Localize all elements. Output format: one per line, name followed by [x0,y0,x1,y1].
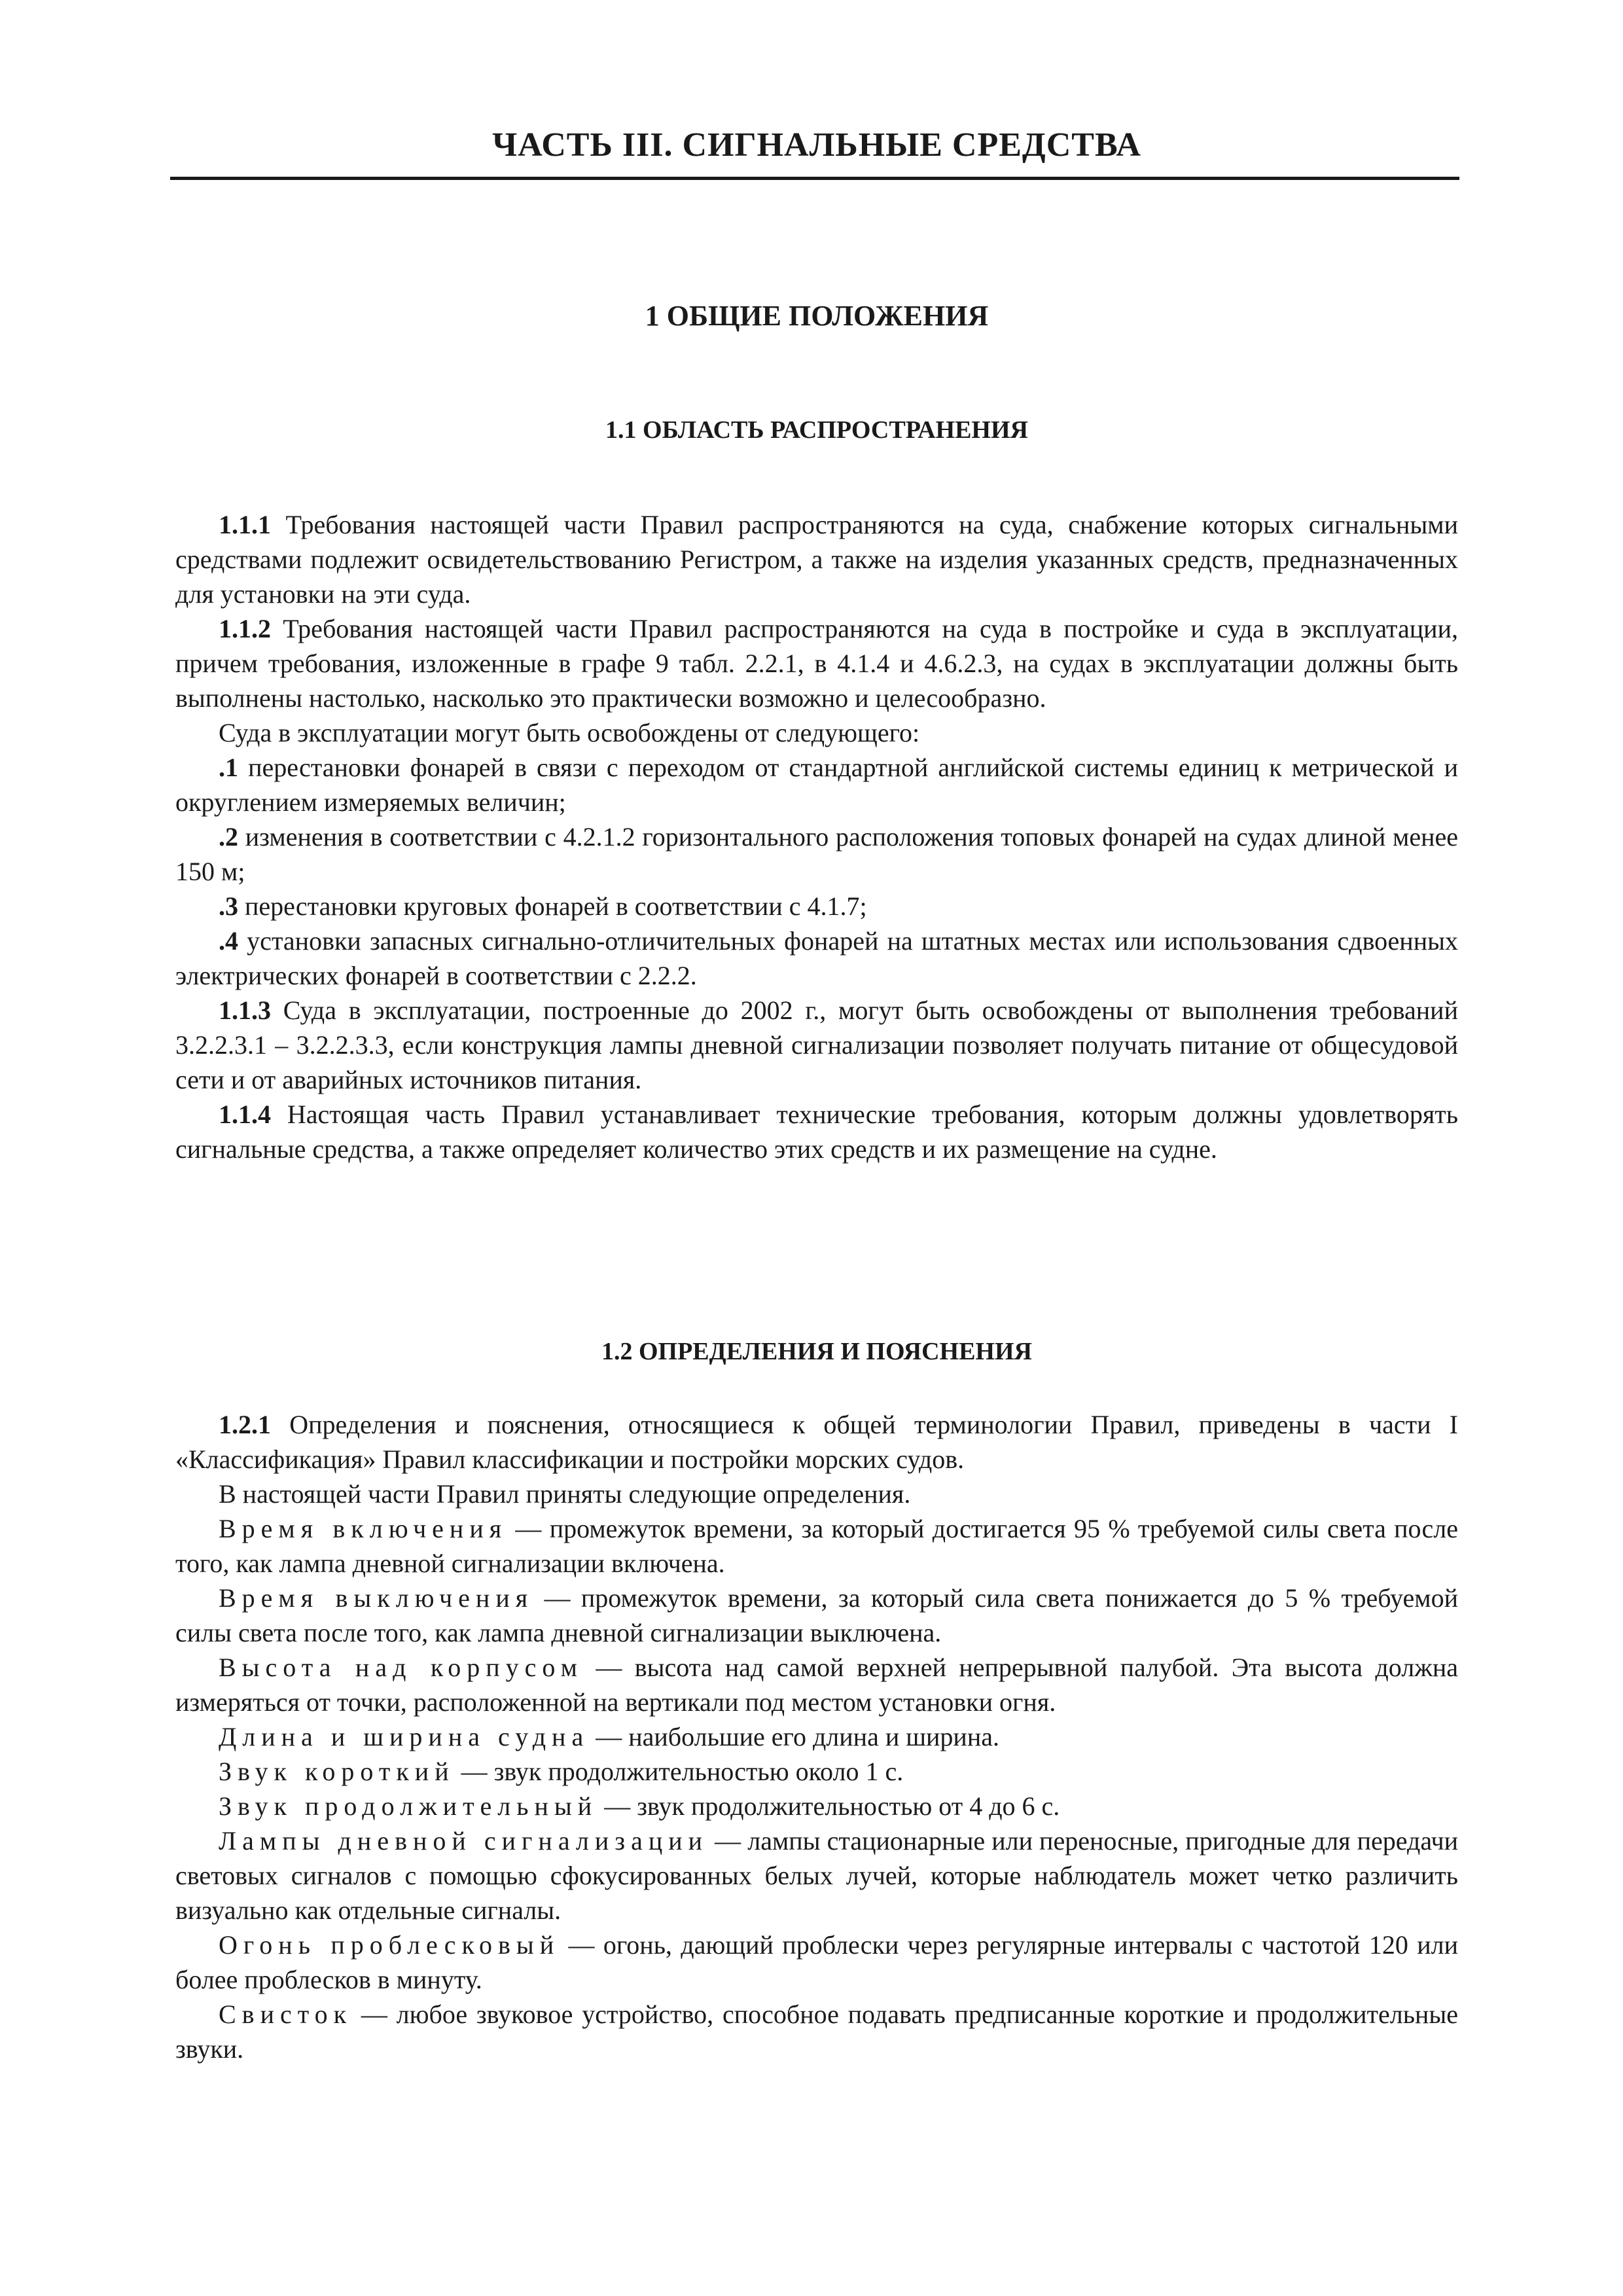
item-text: перестановки фонарей в связи с переходом от стандартной английской системы единиц к метрической и округлением измеряемых величин; [175,753,1458,817]
item-text: установки запасных сигнально-отличительных фонарей на штатных местах или использования сдвоенных электрических фонарей в соответствии с 2.2.2. [175,926,1458,990]
paragraph-1-1-4 [175,1097,1458,1166]
list-item [175,819,1458,889]
item-number: .2 [219,822,238,852]
paragraph-text: Суда в эксплуатации, построенные до 2002 г., могут быть освобождены от выполнения требований 3.2.2.3.1 – 3.2.2.3.3, если конструкция лампы дневной сигнализации позволяет получать питание от общесудовой сети и от аварийных источников питания. [175,996,1458,1094]
definition-text: — наибольшие его длина и ширина. [589,1722,999,1751]
paragraph-number: 1.2.1 [219,1410,271,1439]
paragraph-number: 1.1.1 [219,510,271,539]
list-item [175,924,1458,993]
list-item [175,750,1458,819]
definition-text: — любое звуковое устройство, способное подавать предписанные короткие и продолжительные звуки. [175,2000,1458,2064]
item-number: .1 [219,753,238,782]
definition [175,1997,1458,2066]
list-item [175,889,1458,924]
definition-term: Звук продолжительный [219,1791,598,1821]
definition [175,1511,1458,1581]
definition [175,1789,1458,1823]
definition-text: — промежуток времени, за который достигается 95 % требуемой силы света после того, как лампа дневной сигнализации включена. [175,1514,1458,1578]
definition-term: Время выключения [219,1583,534,1613]
definition-term: Звук короткий [219,1757,455,1786]
paragraph-text: Требования настоящей части Правил распространяются на суда, снабжение которых сигнальными средствами подлежит освидетельствованию Регистром, а также на изделия указанных средств, предназначенных для установки на эти суда. [175,510,1458,609]
definition-text: — лампы стационарные или переносные, пригодные для передачи световых сигналов с помощью сфокусированных белых лучей, которые наблюдатель может четко различить визуально как отдельные сигналы. [175,1826,1458,1925]
section-1-2-body [175,1407,1458,2066]
paragraph-1-1-2 [175,611,1458,715]
definition-term: Свисток [219,2000,353,2029]
definition-term: Высота над корпусом [219,1653,583,1682]
paragraph-text: Настоящая часть Правил устанавливает технические требования, которым должны удовлетворять сигнальные средства, а также определяет количество этих средств и их размещение на судне. [175,1100,1458,1164]
title-underline [170,177,1459,180]
paragraph-number: 1.1.2 [219,614,271,643]
paragraph-text: Требования настоящей части Правил распространяются на суда в постройке и суда в эксплуатации, причем требования, изложенные в графе 9 табл. 2.2.1, в 4.1.4 и 4.6.2.3, на судах в эксплуатации должны быть выполнены настолько, насколько это практически возможно и целесообразно. [175,614,1458,713]
definition [175,1754,1458,1789]
definition-text: — огонь, дающий проблески через регулярные интервалы с частотой 120 или более проблесков в минуту. [175,1930,1458,1994]
definition [175,1719,1458,1754]
item-text: изменения в соответствии с 4.2.1.2 горизонтального расположения топовых фонарей на судах длиной менее 150 м; [175,822,1458,886]
item-number: .3 [219,891,238,921]
chapter-title: 1 ОБЩИЕ ПОЛОЖЕНИЯ [645,300,989,332]
definitions-intro: В настоящей части Правил приняты следующие определения. [219,1479,911,1509]
definition-text: — звук продолжительностью около 1 с. [454,1757,904,1786]
paragraph-1-2-1 [175,1407,1458,1477]
item-number: .4 [219,926,238,956]
paragraph-text: Определения и пояснения, относящиеся к общей терминологии Правил, приведены в части I «Классификация» Правил классификации и постройки морских судов. [175,1410,1458,1474]
paragraph-1-1-3 [175,993,1458,1097]
item-text: перестановки круговых фонарей в соответствии с 4.1.7; [238,891,867,921]
definition [175,1650,1458,1719]
definition-text: — звук продолжительностью от 4 до 6 с. [597,1791,1060,1821]
definition-term: Огонь проблесковый [219,1930,560,1960]
definition-text: — промежуток времени, за который сила света понижается до 5 % требуемой силы света после того, как лампа дневной сигнализации выключена. [175,1583,1458,1647]
definition-term: Длина и ширина судна [219,1722,590,1751]
paragraph-number: 1.1.4 [219,1100,271,1129]
section-1-1-body [175,507,1458,1166]
definition [175,1823,1458,1928]
section-title-1-2: 1.2 ОПРЕДЕЛЕНИЯ И ПОЯСНЕНИЯ [601,1338,1032,1365]
paragraph-number: 1.1.3 [219,996,271,1025]
section-title-1-1: 1.1 ОБЛАСТЬ РАСПРОСТРАНЕНИЯ [605,416,1028,444]
definition [175,1928,1458,1997]
exemption-intro: Суда в эксплуатации могут быть освобождены от следующего: [219,718,920,747]
definition-term: Время включения [219,1514,508,1543]
definition-term: Лампы дневной сигнализации [219,1826,709,1856]
definition [175,1581,1458,1650]
definition-text: — высота над самой верхней непрерывной палубой. Эта высота должна измеряться от точки, расположенной на вертикали под местом установки огня. [175,1653,1458,1717]
paragraph-1-1-1 [175,507,1458,611]
part-title: ЧАСТЬ III. СИГНАЛЬНЫЕ СРЕДСТВА [492,126,1141,164]
